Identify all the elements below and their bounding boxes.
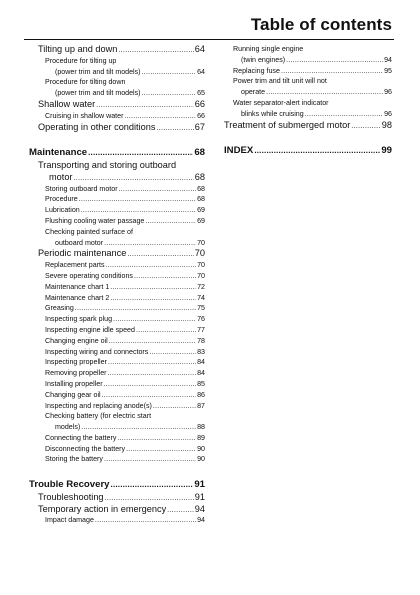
toc-entry-label-line: Procedure for tilting up	[45, 56, 117, 65]
dot-leader	[126, 444, 196, 455]
dot-leader	[113, 314, 196, 325]
toc-subsection-entry[interactable]	[29, 411, 205, 433]
toc-entry-row	[45, 444, 205, 455]
toc-subsection-entry[interactable]	[29, 444, 205, 455]
toc-entry-label: Lubrication	[45, 206, 80, 215]
toc-entry-row	[38, 172, 205, 184]
toc-subsection-entry[interactable]	[29, 368, 205, 379]
toc-entry-label: Replacement parts	[45, 261, 105, 270]
toc-right-column	[224, 44, 392, 158]
toc-entry-label-line: Checking painted surface of	[45, 227, 133, 236]
dot-leader	[106, 260, 197, 271]
toc-page-number: 89	[197, 433, 205, 442]
toc-page-number: 90	[197, 444, 205, 453]
toc-entry-label: Severe operating conditions	[45, 271, 133, 280]
toc-entry-label: Troubleshooting	[38, 491, 104, 502]
toc-page-number: 91	[194, 479, 205, 491]
toc-entry-label: Removing propeller	[45, 369, 107, 378]
toc-entry-label: Greasing	[45, 304, 74, 313]
dot-leader	[136, 325, 196, 336]
toc-entry-row	[45, 454, 205, 465]
dot-leader	[110, 293, 196, 304]
toc-page-number: 96	[384, 109, 392, 118]
dot-leader	[134, 271, 196, 282]
toc-subsection-entry[interactable]	[29, 205, 205, 216]
toc-page-number: 70	[197, 271, 205, 280]
toc-entry-label: outboard motor	[55, 238, 104, 247]
toc-entry-label: INDEX	[224, 145, 254, 157]
dot-leader	[167, 504, 194, 516]
toc-subsection-entry[interactable]	[29, 293, 205, 304]
dot-leader	[156, 122, 193, 134]
toc-entry-label: Impact damage	[45, 516, 94, 525]
dot-leader	[74, 172, 194, 184]
toc-entry-label: Periodic maintenance	[38, 248, 127, 259]
toc-subsection-entry[interactable]	[29, 314, 205, 325]
toc-entry-label: models)	[55, 423, 81, 432]
toc-entry-label: Inspecting and replacing anode(s)	[45, 401, 152, 410]
page-title: Table of contents	[250, 15, 392, 34]
toc-entry-label: Procedure	[45, 195, 78, 204]
toc-entry-label: Flushing cooling water passage	[45, 216, 145, 225]
dot-leader	[110, 282, 196, 293]
toc-page-number: 91	[194, 491, 205, 502]
toc-subsection-entry[interactable]	[29, 271, 205, 282]
toc-subsection-entry[interactable]	[29, 56, 205, 78]
toc-entry-label: Changing engine oil	[45, 336, 108, 345]
toc-entry-row	[29, 479, 205, 492]
toc-entry-row	[45, 194, 205, 205]
dot-leader	[127, 248, 193, 260]
toc-page-number: 87	[197, 401, 205, 410]
toc-entry-label: Operating in other conditions	[38, 121, 156, 132]
toc-entry-label: operate	[241, 88, 266, 97]
toc-page-number: 68	[194, 147, 205, 159]
toc-subsection-entry[interactable]	[29, 347, 205, 358]
toc-entry-row	[233, 66, 392, 77]
toc-page-number: 98	[381, 119, 392, 130]
toc-subsection-entry[interactable]	[224, 98, 392, 120]
toc-entry-row	[45, 401, 205, 412]
toc-entry-label: Temporary action in emergency	[38, 503, 167, 514]
dot-leader	[145, 216, 196, 227]
toc-entry-label: Cruising in shallow water	[45, 111, 124, 120]
dot-leader	[108, 357, 196, 368]
dot-leader	[119, 184, 197, 195]
toc-entry-row	[38, 504, 205, 516]
toc-section-entry[interactable]	[224, 120, 392, 132]
toc-entry-label: motor	[49, 171, 73, 182]
dot-leader	[254, 145, 380, 158]
toc-page-number: 85	[197, 379, 205, 388]
toc-entry-row	[38, 492, 205, 504]
toc-chapter-entry[interactable]	[29, 479, 205, 492]
toc-page-number: 94	[197, 516, 205, 525]
toc-subsection-entry[interactable]	[224, 44, 392, 66]
toc-entry-row	[45, 368, 205, 379]
dot-leader	[96, 99, 194, 111]
toc-page-number: 90	[197, 455, 205, 464]
dot-leader	[81, 422, 196, 433]
toc-group	[29, 44, 205, 133]
dot-leader	[102, 390, 197, 401]
dot-leader	[95, 515, 196, 526]
toc-page-number: 68	[197, 184, 205, 193]
dot-leader	[104, 238, 196, 249]
toc-entry-row	[45, 336, 205, 347]
toc-entry-label: Inspecting spark plug	[45, 315, 113, 324]
toc-page-number: 88	[197, 423, 205, 432]
toc-page-number: 67	[194, 121, 205, 132]
toc-page-number: 94	[384, 55, 392, 64]
toc-left-column	[29, 44, 205, 526]
toc-entry-label: Trouble Recovery	[29, 479, 110, 491]
toc-entry-row	[45, 271, 205, 282]
toc-chapter-entry[interactable]	[29, 147, 205, 160]
toc-entry-row	[45, 238, 205, 249]
toc-section-entry[interactable]	[29, 160, 205, 184]
toc-section-entry[interactable]	[29, 99, 205, 111]
toc-entry-label: (power trim and tilt models)	[55, 89, 141, 98]
toc-page-number: 70	[197, 261, 205, 270]
toc-entry-label-line: Power trim and tilt unit will not	[233, 77, 327, 86]
toc-entry-label: blinks while cruising	[241, 109, 304, 118]
dot-leader	[118, 44, 193, 56]
toc-entry-row	[45, 314, 205, 325]
toc-page-number: 77	[197, 325, 205, 334]
toc-entry-label-line: Procedure for tilting down	[45, 78, 126, 87]
toc-entry-label-line: Checking battery (for electric start	[45, 412, 152, 421]
dot-leader	[105, 492, 194, 504]
toc-chapter-entry[interactable]	[224, 145, 392, 158]
toc-subsection-entry[interactable]	[29, 454, 205, 465]
toc-page-number: 96	[384, 88, 392, 97]
toc-subsection-entry[interactable]	[29, 401, 205, 412]
toc-entry-row	[45, 379, 205, 390]
toc-page-number: 76	[197, 315, 205, 324]
toc-entry-row	[45, 433, 205, 444]
toc-page-number: 74	[197, 293, 205, 302]
dot-leader	[305, 109, 383, 120]
toc-page-number: 68	[197, 195, 205, 204]
dot-leader	[109, 336, 196, 347]
toc-entry-row	[233, 109, 392, 120]
toc-entry-label: Storing outboard motor	[45, 184, 118, 193]
toc-page-number: 84	[197, 358, 205, 367]
toc-page-number: 86	[197, 390, 205, 399]
toc-entry-row	[233, 87, 392, 98]
toc-subsection-entry[interactable]	[29, 379, 205, 390]
toc-entry-label: Tilting up and down	[38, 44, 118, 54]
toc-entry-label: Changing gear oil	[45, 390, 101, 399]
toc-entry-row	[45, 88, 205, 99]
toc-entry-label: Replacing fuse	[233, 66, 280, 75]
toc-page-number: 69	[197, 206, 205, 215]
toc-page-number: 69	[197, 216, 205, 225]
toc-entry-label: Inspecting propeller	[45, 358, 107, 367]
toc-page-number: 68	[194, 171, 205, 182]
toc-entry-row	[45, 357, 205, 368]
toc-page-number: 72	[197, 282, 205, 291]
toc-page-number: 99	[381, 145, 392, 157]
toc-entry-label-line: Transporting and storing outboard	[38, 159, 177, 170]
toc-subsection-entry[interactable]	[29, 303, 205, 314]
dot-leader	[79, 194, 196, 205]
toc-page-number: 65	[197, 89, 205, 98]
title-rule	[24, 39, 394, 40]
toc-page-number: 64	[194, 44, 205, 54]
toc-entry-label: Inspecting wiring and connectors	[45, 347, 149, 356]
dot-leader	[266, 87, 383, 98]
toc-subsection-entry[interactable]	[29, 227, 205, 249]
toc-subsection-entry[interactable]	[224, 66, 392, 77]
toc-entry-row	[45, 422, 205, 433]
toc-entry-label-line: Running single engine	[233, 45, 304, 53]
toc-page-number: 94	[194, 503, 205, 514]
toc-entry-label: Inspecting engine idle speed	[45, 325, 135, 334]
toc-entry-label: Maintenance chart 1	[45, 282, 110, 291]
toc-subsection-entry[interactable]	[224, 76, 392, 98]
toc-section-entry[interactable]	[29, 504, 205, 516]
toc-entry-row	[45, 216, 205, 227]
dot-leader	[104, 379, 197, 390]
dot-leader	[142, 67, 197, 78]
toc-subsection-entry[interactable]	[29, 111, 205, 122]
toc-subsection-entry[interactable]	[29, 260, 205, 271]
toc-page-number: 66	[194, 98, 205, 109]
toc-entry-row	[45, 282, 205, 293]
toc-entry-row	[233, 55, 392, 66]
toc-entry-row	[38, 99, 205, 111]
toc-page-number: 83	[197, 347, 205, 356]
toc-entry-row	[38, 44, 205, 56]
dot-leader	[281, 66, 383, 77]
toc-subsection-entry[interactable]	[29, 336, 205, 347]
toc-entry-row	[224, 120, 392, 132]
toc-section-entry[interactable]	[29, 492, 205, 504]
toc-subsection-entry[interactable]	[29, 433, 205, 444]
toc-page-number: 84	[197, 369, 205, 378]
toc-subsection-entry[interactable]	[29, 194, 205, 205]
toc-entry-row	[45, 111, 205, 122]
toc-subsection-entry[interactable]	[29, 216, 205, 227]
dot-leader	[75, 303, 196, 314]
toc-entry-label: (power trim and tilt models)	[55, 67, 141, 76]
dot-leader	[104, 454, 196, 465]
toc-entry-label: Connecting the battery	[45, 433, 117, 442]
toc-group	[29, 479, 205, 526]
toc-entry-row	[45, 205, 205, 216]
dot-leader	[351, 120, 380, 132]
toc-entry-row	[38, 122, 205, 134]
dot-leader	[124, 111, 196, 122]
toc-entry-row	[45, 325, 205, 336]
dot-leader	[88, 147, 193, 160]
toc-subsection-entry[interactable]	[29, 325, 205, 336]
toc-page-number: 66	[197, 111, 205, 120]
dot-leader	[286, 55, 383, 66]
toc-section-entry[interactable]	[29, 248, 205, 260]
toc-entry-row	[45, 260, 205, 271]
toc-entry-label: Installing propeller	[45, 379, 103, 388]
dot-leader	[111, 479, 194, 492]
toc-section-entry[interactable]	[29, 44, 205, 56]
toc-entry-row	[45, 390, 205, 401]
toc-entry-row	[29, 147, 205, 160]
toc-entry-label: Storing the battery	[45, 455, 103, 464]
toc-entry-label: (twin engines)	[241, 55, 286, 64]
toc-entry-row	[45, 293, 205, 304]
dot-leader	[153, 401, 196, 412]
toc-page-number: 64	[197, 67, 205, 76]
toc-entry-row	[224, 145, 392, 158]
toc-entry-label: Shallow water	[38, 98, 96, 109]
toc-subsection-entry[interactable]	[29, 390, 205, 401]
dot-leader	[117, 433, 196, 444]
toc-page-number: 95	[384, 66, 392, 75]
dot-leader	[149, 347, 196, 358]
toc-page-number: 75	[197, 304, 205, 313]
toc-group	[224, 145, 392, 158]
toc-entry-label: Disconnecting the battery	[45, 444, 126, 453]
toc-subsection-entry[interactable]	[29, 77, 205, 99]
toc-entry-label: Treatment of submerged motor	[224, 119, 351, 130]
toc-page-number: 78	[197, 336, 205, 345]
toc-entry-row	[38, 248, 205, 260]
toc-subsection-entry[interactable]	[29, 515, 205, 526]
dot-leader	[81, 205, 196, 216]
toc-page-number: 70	[197, 238, 205, 247]
dot-leader	[108, 368, 197, 379]
toc-entry-row	[45, 303, 205, 314]
toc-entry-label: Maintenance	[29, 147, 88, 159]
toc-entry-row	[45, 515, 205, 526]
toc-group	[29, 147, 205, 465]
toc-entry-label: Maintenance chart 2	[45, 293, 110, 302]
toc-subsection-entry[interactable]	[29, 357, 205, 368]
toc-subsection-entry[interactable]	[29, 282, 205, 293]
dot-leader	[142, 88, 197, 99]
toc-entry-row	[45, 67, 205, 78]
toc-page-number: 70	[194, 248, 205, 259]
toc-entry-row	[45, 347, 205, 358]
toc-entry-label-line: Water separator-alert indicator	[233, 98, 329, 107]
toc-section-entry[interactable]	[29, 122, 205, 134]
toc-group	[224, 44, 392, 131]
toc-entry-row	[45, 184, 205, 195]
toc-subsection-entry[interactable]	[29, 184, 205, 195]
